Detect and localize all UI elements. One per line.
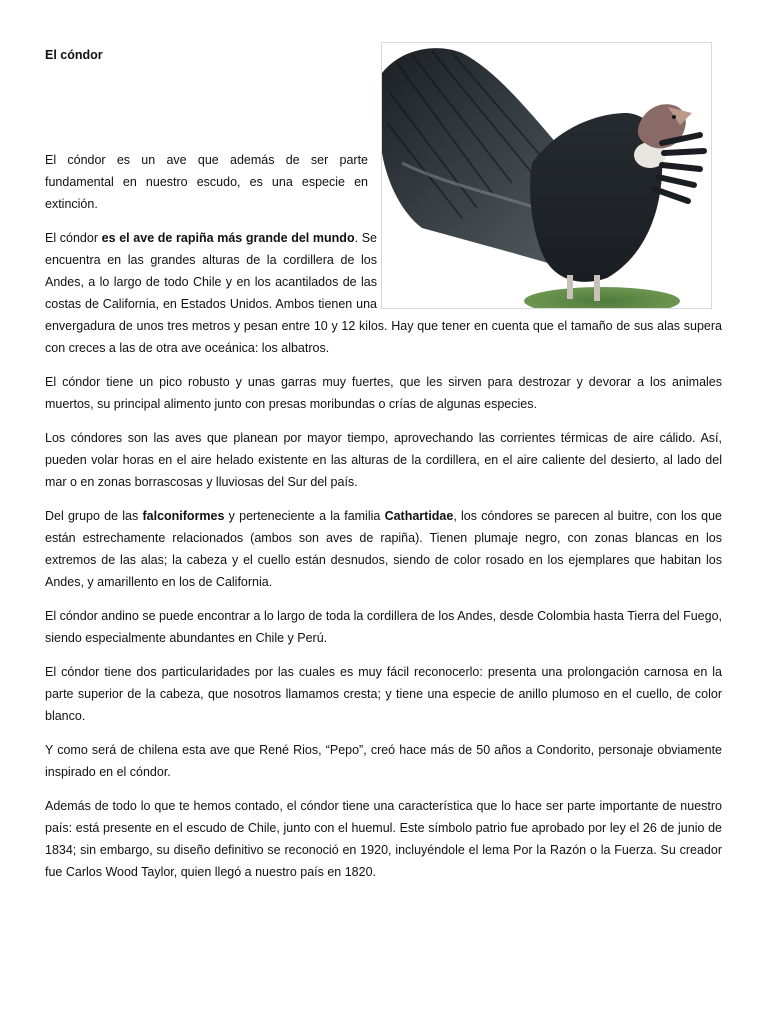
- paragraph-shield: Además de todo lo que te hemos contado, el cóndor tiene una característica que lo hace ser parte importante de nuestro país: está presente en el escudo de Chile, junto con el huemul. Este símbolo patrio fue aprobado por ley el 26 de junio de 1834; sin embargo, su diseño definitivo se reconoció en 1920, incluyéndole el lema Por la Razón o la Fuerza. Su creador fue Carlos Wood Taylor, quien llegó a nuestro país en 1820.: [45, 799, 722, 879]
- article-body: [45, 149, 722, 895]
- paragraph-habitat-lead: El cóndor: [45, 231, 98, 245]
- paragraph-intro: El cóndor es un ave que además de ser parte fundamental en nuestro escudo, es una especie en extinción.: [45, 153, 368, 211]
- paragraph-diet: El cóndor tiene un pico robusto y unas garras muy fuertes, que les sirven para destrozar y devorar a los animales muertos, su principal alimento junto con presas moribundas o crías de algunas especies.: [45, 375, 722, 411]
- paragraph-habitat-highlight: es el ave de rapiña más grande del mundo: [98, 231, 355, 245]
- paragraph-taxonomy-a: Del grupo de las: [45, 509, 143, 523]
- paragraph-taxonomy-c: y perteneciente a la familia: [224, 509, 385, 523]
- paragraph-taxonomy: [45, 505, 722, 593]
- paragraph-flight: Los cóndores son las aves que planean por mayor tiempo, aprovechando las corrientes térmicas de aire cálido. Así, pueden volar horas en el aire helado existente en las alturas de la cordillera, en el aire caliente del desierto, al lado del mar o en zonas borrascosas y lluviosas del Sur del país.: [45, 431, 722, 489]
- order-name: falconiformes: [142, 509, 225, 523]
- paragraph-range: El cóndor andino se puede encontrar a lo largo de toda la cordillera de los Andes, desde Colombia hasta Tierra del Fuego, siendo especialmente abundantes en Chile y Perú.: [45, 609, 722, 645]
- family-name: Cathartidae: [384, 509, 454, 523]
- paragraph-habitat-rest: . Se encuentra en las grandes alturas de la cordillera de los Andes, a lo largo de todo Chile y en los acantilados de las costas de California, en Estados Unidos. Ambos tienen una envergadura de unos tres metros y pesan entre 10 y 12 kilos. Hay que tener en cuenta que el tamaño de sus alas supera con creces a las de otra ave oceánica: los albatros.: [45, 231, 722, 355]
- paragraph-condorito: Y como será de chilena esta ave que René Rios, “Pepo”, creó hace más de 50 años a Condorito, personaje obviamente inspirado en el cóndor.: [45, 743, 722, 779]
- paragraph-features: El cóndor tiene dos particularidades por las cuales es muy fácil reconocerlo: presenta una prolongación carnosa en la parte superior de la cabeza, que nosotros llamamos cresta; y tiene una especie de anillo plumoso en el cuello, de color blanco.: [45, 665, 722, 723]
- page-title: El cóndor: [45, 48, 103, 62]
- photo-spacer: [377, 149, 722, 311]
- paragraph-taxonomy-e: , los cóndores se parecen al buitre, con los que están estrechamente relacionados (ambos son aves de rapiña). Tienen plumaje negro, con zonas blancas en los extremos de las alas; la cabeza y el cuello están desnudos, siendo de color rosado en los ejemplares que habitan los Andes, y amarillento en los de California.: [45, 509, 722, 589]
